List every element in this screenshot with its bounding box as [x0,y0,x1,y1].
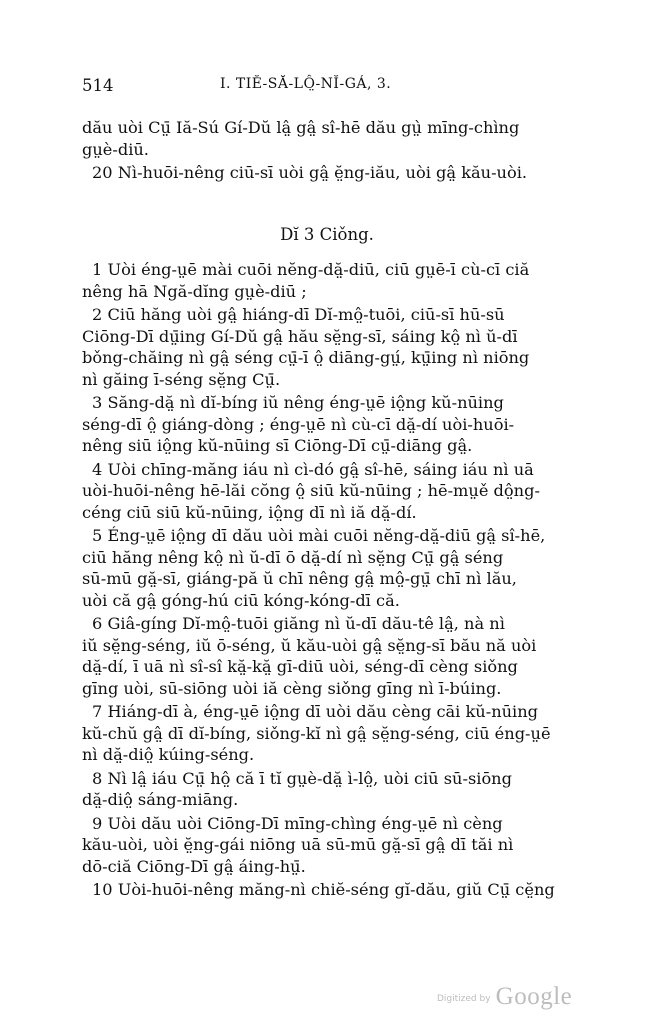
verse-line: 20 Nì-huōi-nêng ciū-sī uòi gâ̤ ĕ̤ng-iău, uòi gâ̤ kău-uòi. [92,163,528,182]
verse-line: 2 Ciū hăng uòi gâ̤ hiáng-dī Dĭ-mô̤-tuōi, ciū-sī hū-sū [92,305,505,324]
running-head: I. TIĔ-SĂ-LÔ̤-NĬ-GÁ, 3. [220,76,392,92]
text-line: ciū hăng nêng kô̤ nì ŭ-dī ō dă̤-dí nì sĕ̤ng Cṳ̄ gâ̤ séng [82,547,504,567]
text-line: uòi că gâ̤ góng-hú ciū kóng-kóng-dī că. [82,590,400,610]
text-line: kŭ-chŭ gâ̤ dī dĭ-bíng, siǒng-kĭ nì gâ̤ sĕ̤ng-séng, ciū éng-ṳē [82,723,551,743]
text-line: nì găing ī-séng sĕ̤ng Cṳ̄. [82,369,281,389]
page-number: 514 [82,76,114,95]
text-line: Ciōng-Dī dṳ̄ing Gí-Dŭ gâ̤ hău sĕ̤ng-sī, sáing kô̤ nì ŭ-dī [82,326,518,346]
text-line: kău-uòi, uòi ĕ̤ng-gái niōng uā sū-mū gă̤-sī gâ̤ dī tăi nì [82,835,514,854]
text-line: uòi-huōi-nêng hē-lăi cŏng ô̤ siū kŭ-nūing ; hē-mṳě dô̤ng- [82,481,540,500]
verse-line: 5 Éng-ṳē iô̤ng dī dău uòi mài cuōi nĕng-dă̤-diū gâ̤ sî-hē, [92,526,546,545]
digitized-by-google-watermark [437,983,572,1011]
verse-line: 4 Uòi chīng-măng iáu nì cì-dó gâ̤ sî-hē, sáing iáu nì uā [92,459,534,479]
verse-line: 3 Săng-dă̤ nì dĭ-bíng iŭ nêng éng-ṳē iô̤ng kŭ-nūing [92,393,504,412]
verse-line: 9 Uòi dău uòi Ciōng-Dī mīng-chìng éng-ṳē nì cèng [92,813,503,833]
text-line: iŭ sĕ̤ng-séng, iŭ ō-séng, ŭ kău-uòi gâ̤ sĕ̤ng-sī bău nă uòi [82,635,537,655]
text-line: dă̤-dí, ī uā nì sî-sî kă̤-kă̤ gī-diū uòi, séng-dī cèng siǒng [82,657,518,676]
verse-line: 8 Nì lâ̤ iáu Cṳ̄ hô̤ că ī tĭ gṳè-dă̤ ì-lô̤, uòi ciū sū-siōng [92,768,512,788]
text-line: céng ciū siū kŭ-nūing, iô̤ng dī nì iă dă̤-dí. [82,502,417,522]
text-line: gīng uòi, sū-siōng uòi iă cèng siǒng gīng nì ī-búing. [82,678,502,698]
verse-line: 10 Uòi-huōi-nêng măng-nì chiĕ-séng gĭ-dău, giŭ Cṳ̄ cĕ̤ng [92,880,555,899]
verse-line: 6 Giâ-gíng Dĭ-mô̤-tuōi giăng nì ŭ-dī dău-tê lâ̤, nà nì [92,614,505,633]
watermark-prefix: Digitized by [437,994,491,1004]
text-line: dō-ciă Ciōng-Dī gâ̤ áing-hṳ̄. [82,856,306,876]
verse-line: 7 Hiáng-dī à, éng-ṳē iô̤ng dī uòi dău cèng cāi kŭ-nūing [92,702,539,721]
text-line: dă̤-diô̤ sáng-miāng. [82,790,239,809]
text-line: dău uòi Cṳ̄ Iă-Sú Gí-Dŭ lâ̤ gâ̤ sî-hē dău gṳ̀ mīng-chìng [82,118,520,137]
chapter-heading: Dĭ 3 Ciǒng. [280,225,374,244]
text-line: nì dă̤-diô̤ kúing-séng. [82,745,255,764]
text-line: sū-mū gă̤-sī, giáng-pă ŭ chī nêng gâ̤ mô̤-gṳ̄ chī nì lău, [82,569,517,588]
chapter-2-ending [82,117,572,184]
text-line: nêng siū iô̤ng kŭ-nūing sī Ciōng-Dī cṳ̄-diāng gâ̤. [82,436,473,455]
text-line: gṳè-diū. [82,139,149,159]
text-line: bǒng-chăing nì gâ̤ séng cṳ̄-ī ô̤ diāng-gṳ́, kṳ̄ing nì niōng [82,348,530,367]
text-line: séng-dī ô̤ giáng-dòng ; éng-ṳē nì cù-cī dă̤-dí uòi-huōi- [82,414,515,434]
chapter-3-text [82,259,572,901]
text-line: nêng hā Ngă-dĭng gṳè-diū ; [82,281,307,301]
verse-line: 1 Uòi éng-ṳē mài cuōi nĕng-dă̤-diū, ciū gṳē-ī cù-cī ciă [92,260,530,279]
google-logo: Google [495,983,573,1010]
